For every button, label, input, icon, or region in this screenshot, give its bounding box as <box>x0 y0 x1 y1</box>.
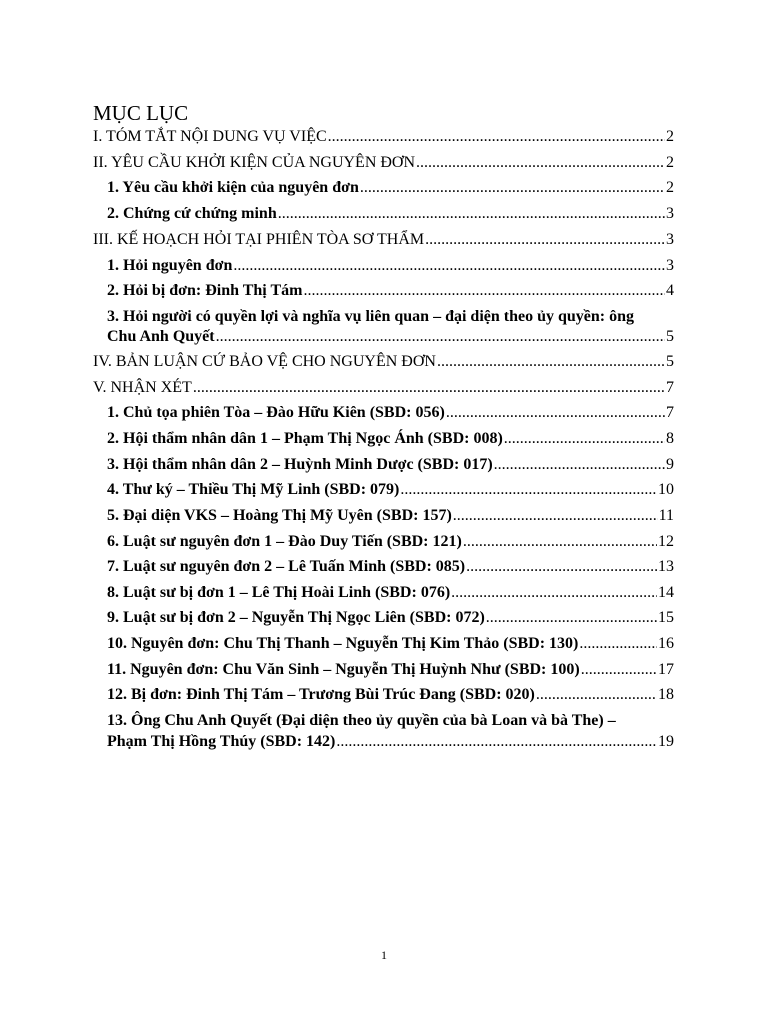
dot-leader <box>400 479 657 500</box>
toc-entry-text: 10. Nguyên đơn: Chu Thị Thanh – Nguyễn Thị Kim Thảo (SBD: 130) <box>107 635 579 652</box>
toc-title: MỤC LỤC <box>93 101 189 125</box>
toc-entry-text: 3. Hội thẩm nhân dân 2 – Huỳnh Minh Dược (SBD: 017) <box>107 456 493 473</box>
dot-leader <box>579 633 657 654</box>
toc-entry-text: V. NHẬN XÉT <box>93 379 192 396</box>
dot-leader <box>486 607 657 628</box>
dot-leader <box>425 229 665 250</box>
toc-entry[interactable] <box>93 126 674 147</box>
toc-entry[interactable] <box>107 684 674 705</box>
toc-entry-text: IV. BẢN LUẬN CỨ BẢO VỆ CHO NGUYÊN ĐƠN <box>93 353 436 370</box>
toc-entry-text: 12. Bị đơn: Đinh Thị Tám – Trương Bùi Trúc Đang (SBD: 020) <box>107 686 535 703</box>
dot-leader <box>278 203 665 224</box>
toc-entry-page: 2 <box>666 128 674 145</box>
toc-entry-page: 11 <box>658 507 674 524</box>
toc-entry-page: 16 <box>658 635 674 652</box>
dot-leader <box>336 731 657 752</box>
page-number: 1 <box>381 948 387 962</box>
dot-leader <box>193 377 665 398</box>
toc-entry[interactable] <box>93 377 674 398</box>
toc-entry-page: 19 <box>658 733 674 750</box>
toc-entry-text: 6. Luật sư nguyên đơn 1 – Đào Duy Tiến (SBD: 121) <box>107 533 462 550</box>
dot-leader <box>328 126 665 147</box>
toc-entry-page: 10 <box>658 481 674 498</box>
dot-leader <box>360 177 665 198</box>
dot-leader <box>437 351 665 372</box>
toc-entry-page: 17 <box>658 661 674 678</box>
toc-entry[interactable] <box>93 152 674 173</box>
toc-entry-text: Chu Anh Quyết <box>107 328 215 345</box>
toc-entry-text: 2. Chứng cứ chứng minh <box>107 205 277 222</box>
toc-entry[interactable] <box>107 531 674 552</box>
dot-leader <box>233 255 665 276</box>
dot-leader <box>451 582 657 603</box>
dot-leader <box>416 152 665 173</box>
toc-entry-page: 15 <box>658 609 674 626</box>
dot-leader <box>463 531 657 552</box>
toc-entry[interactable] <box>107 659 674 680</box>
toc-entry-text: 11. Nguyên đơn: Chu Văn Sinh – Nguyễn Thị Huỳnh Như (SBD: 100) <box>107 661 580 678</box>
toc-entry[interactable] <box>93 351 674 372</box>
toc-entry-page: 18 <box>658 686 674 703</box>
toc-entry-page: 5 <box>666 353 674 370</box>
toc-entry[interactable] <box>107 428 674 449</box>
dot-leader <box>216 326 665 347</box>
dot-leader <box>446 402 665 423</box>
toc-entry-page: 13 <box>658 558 674 575</box>
toc-entry-text: 1. Yêu cầu khởi kiện của nguyên đơn <box>107 179 359 196</box>
toc-entry-page: 3 <box>666 257 674 274</box>
toc-entry-page: 2 <box>666 179 674 196</box>
toc-entry-text: 2. Hội thẩm nhân dân 1 – Phạm Thị Ngọc Ánh (SBD: 008) <box>107 430 503 447</box>
dot-leader <box>453 505 658 526</box>
dot-leader <box>536 684 657 705</box>
toc-entry-text: 7. Luật sư nguyên đơn 2 – Lê Tuấn Minh (SBD: 085) <box>107 558 466 575</box>
toc-entry[interactable] <box>107 402 674 423</box>
toc-entry-text: 8. Luật sư bị đơn 1 – Lê Thị Hoài Linh (SBD: 076) <box>107 584 451 601</box>
toc-entry[interactable] <box>107 479 674 500</box>
toc-entry-text: 9. Luật sư bị đơn 2 – Nguyễn Thị Ngọc Liên (SBD: 072) <box>107 609 485 626</box>
toc-entry[interactable] <box>107 633 674 654</box>
toc-entry-text: III. KẾ HOẠCH HỎI TẠI PHIÊN TÒA SƠ THẨM <box>93 231 425 248</box>
toc-entry-text: 4. Thư ký – Thiều Thị Mỹ Linh (SBD: 079) <box>107 481 400 498</box>
toc-entry-line1[interactable]: 13. Ông Chu Anh Quyết (Đại diện theo ủy quyền của bà Loan và bà The) – <box>107 712 616 729</box>
toc-entry-page: 12 <box>658 533 674 550</box>
toc-entry-page: 4 <box>666 282 674 299</box>
toc-entry-page: 7 <box>666 379 674 396</box>
toc-entry-text: Phạm Thị Hồng Thúy (SBD: 142) <box>107 733 336 750</box>
toc-entry-page: 2 <box>666 154 674 171</box>
toc-entry[interactable] <box>107 255 674 276</box>
toc-entry-page: 7 <box>666 404 674 421</box>
dot-leader <box>581 659 657 680</box>
toc-entry-text: II. YÊU CẦU KHỞI KIỆN CỦA NGUYÊN ĐƠN <box>93 154 416 171</box>
toc-entry-text: I. TÓM TẮT NỘI DUNG VỤ VIỆC <box>93 128 327 145</box>
toc-entry[interactable] <box>107 731 674 752</box>
toc-entry-line1[interactable]: 3. Hỏi người có quyền lợi và nghĩa vụ liên quan – đại diện theo ủy quyền: ông <box>107 308 635 325</box>
toc-entry[interactable] <box>107 203 674 224</box>
toc-entry-page: 3 <box>666 205 674 222</box>
toc-entry-page: 14 <box>658 584 674 601</box>
toc-entry[interactable] <box>107 582 674 603</box>
toc-entry[interactable] <box>107 607 674 628</box>
dot-leader <box>494 454 665 475</box>
toc-entry-text: 1. Hỏi nguyên đơn <box>107 257 233 274</box>
toc-entry[interactable] <box>107 556 674 577</box>
toc-entry-page: 9 <box>666 456 674 473</box>
toc-entry[interactable] <box>107 177 674 198</box>
toc-entry-page: 8 <box>666 430 674 447</box>
toc-entry-page: 3 <box>666 231 674 248</box>
toc-entry-text: 1. Chủ tọa phiên Tòa – Đào Hữu Kiên (SBD: 056) <box>107 404 445 421</box>
toc-entry[interactable] <box>107 454 674 475</box>
toc-entry[interactable] <box>107 280 674 301</box>
dot-leader <box>504 428 665 449</box>
dot-leader <box>303 280 665 301</box>
toc-entry[interactable] <box>107 326 674 347</box>
toc-entry-text: 5. Đại diện VKS – Hoàng Thị Mỹ Uyên (SBD: 157) <box>107 507 452 524</box>
toc-entry[interactable] <box>107 505 674 526</box>
toc-entry[interactable] <box>93 229 674 250</box>
dot-leader <box>466 556 657 577</box>
toc-entry-text: 2. Hỏi bị đơn: Đinh Thị Tám <box>107 282 303 299</box>
toc-entry-page: 5 <box>666 328 674 345</box>
